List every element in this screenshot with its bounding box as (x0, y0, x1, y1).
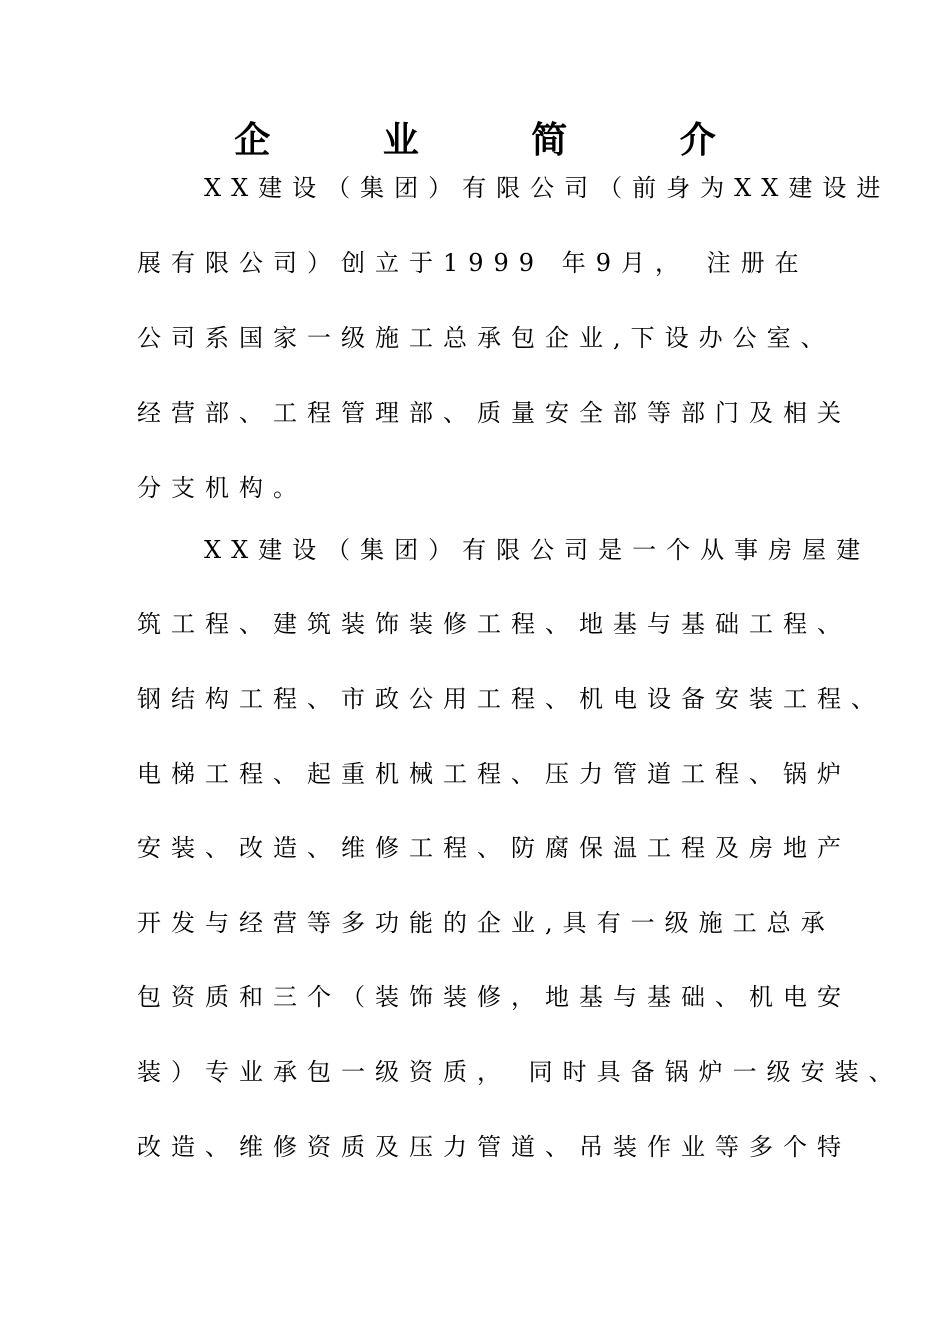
paragraph-1-line-4: 经营部、工程管理部、质量安全部等部门及相关 (137, 399, 851, 427)
paragraph-2-line-1: XX建设（集团）有限公司是一个从事房屋建 (204, 536, 871, 564)
paragraph-1-line-5: 分支机构。 (137, 474, 307, 502)
paragraph-2-line-4: 电梯工程、起重机械工程、压力管道工程、锅炉 (137, 760, 851, 788)
paragraph-2-line-6: 开发与经营等多功能的企业,具有一级施工总承 (137, 909, 835, 937)
paragraph-2-line-2: 筑工程、建筑装饰装修工程、地基与基础工程、 (137, 610, 851, 638)
paragraph-2-line-3: 钢结构工程、市政公用工程、机电设备安装工程、 (137, 685, 885, 713)
paragraph-1-line-2: 展有限公司）创立于1999 年9月， 注册在 (137, 249, 809, 277)
paragraph-2-line-5: 安装、改造、维修工程、防腐保温工程及房地产 (137, 834, 851, 862)
page-title: 企 业 简 介 (234, 119, 766, 161)
paragraph-2-line-9: 改造、维修资质及压力管道、吊装作业等多个特 (137, 1133, 851, 1161)
paragraph-2-line-7: 包资质和三个（装饰装修，地基与基础、机电安 (137, 983, 851, 1011)
paragraph-2-line-8: 装）专业承包一级资质， 同时具备锅炉一级安装、 (137, 1058, 903, 1086)
paragraph-1-line-1: XX建设（集团）有限公司（前身为XX建设进 (204, 174, 891, 202)
paragraph-1-line-3: 公司系国家一级施工总承包企业,下设办公室、 (137, 324, 835, 352)
